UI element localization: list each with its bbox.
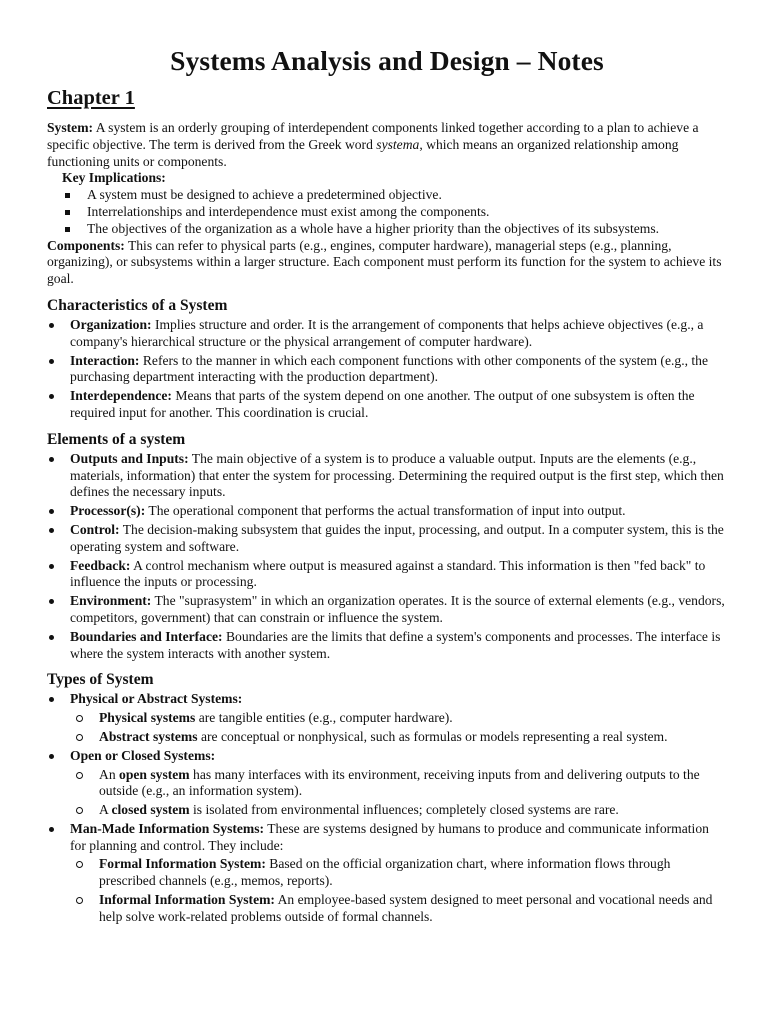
types-heading: Types of System [47,671,154,689]
list-item [70,558,727,592]
sub-list-item [99,802,727,819]
item-text: The operational component that performs the actual transformation of input into output. [145,503,626,519]
sub-item-text: An employee-based system designed to meet personal and vocational needs and help solve work-related problems outside of formal channels. [99,892,713,924]
list-item [70,388,727,422]
item-term: Control: [70,521,120,537]
list-item [70,522,727,556]
sub-item-term: open system [119,766,190,782]
item-term: Open or Closed Systems: [70,747,216,763]
components-term: Components: [47,237,125,253]
list-item [70,353,727,387]
item-text: Boundaries are the limits that define a system's components and processes. The interface is where the system interacts with another system. [70,628,721,661]
system-text-b: , which means an organized relationship among functioning units or components. [47,136,679,169]
item-term: Feedback: [70,557,131,573]
list-item [70,629,727,663]
types-list [47,691,727,925]
sub-item-term: Abstract systems [99,728,198,744]
list-item [70,593,727,627]
item-term: Man-Made Information Systems: [70,820,265,836]
sub-list-item [99,856,727,890]
item-text: The main objective of a system is to produce a valuable output. Inputs are the elements (e.g., materials, information) that enter the system for processing. Determining the required output is the first step, which then defines the necessary inputs. [70,450,724,500]
document-page [47,44,727,928]
system-text-a: A system is an orderly grouping of interdependent components linked together according to a plan to achieve a specific objective. The term is derived from the Greek word [47,120,699,152]
sub-list [70,767,727,819]
list-item [70,691,727,745]
characteristics-list [47,317,727,422]
sub-item-text: are tangible entities (e.g., computer hardware). [195,710,453,726]
item-text: The decision-making subsystem that guides the input, processing, and output. In a computer system, this is the operating system and software. [70,521,724,554]
list-item [70,317,727,351]
key-implications-title: Key Implications: [62,170,166,186]
sub-item-term: Informal Information System: [99,892,275,908]
item-text: The "suprasystem" in which an organization operates. It is the source of external elements (e.g., vendors, competitors, government) that can constrain or influence the system. [70,593,725,625]
sub-item-term: Formal Information System: [99,856,266,872]
elements-list [47,451,727,663]
list-item [70,503,727,520]
item-term: Environment: [70,593,152,609]
item-text: Implies structure and order. It is the arrangement of components that helps achieve objectives (e.g., a company's hierarchical structure or the physical arrangement of computer hardware). [70,316,704,349]
elements-heading: Elements of a system [47,430,186,448]
item-term: Processor(s): [70,503,146,519]
sub-list-item [99,892,727,926]
system-term: System: [47,120,94,135]
list-item: A system must be designed to achieve a predetermined objective. [87,187,727,204]
item-term: Outputs and Inputs: [70,450,189,466]
item-term: Interdependence: [70,388,172,404]
list-item: The objectives of the organization as a whole have a higher priority than the objectives of its subsystems. [87,221,727,238]
item-term: Boundaries and Interface: [70,628,223,644]
sub-item-prefix: A [99,802,112,818]
systema-word: systema [376,136,420,152]
sub-item-text: are conceptual or nonphysical, such as formulas or models representing a real system. [197,728,668,744]
item-text: Means that parts of the system depend on one another. The output of one subsystem is often the required input for another. This coordination is crucial. [70,388,695,420]
document-title: Systems Analysis and Design – Notes [170,45,604,76]
list-item [70,451,727,501]
key-implications-list [47,187,727,237]
list-item [70,748,727,819]
sub-list-item [99,710,727,727]
item-term: Organization: [70,316,152,332]
sub-item-text: is isolated from environmental influences; completely closed systems are rare. [189,802,619,818]
sub-list [70,710,727,746]
item-text: A control mechanism where output is measured against a standard. This information is then "fed back" to influence the inputs or processing. [70,557,706,590]
sub-list [70,856,727,925]
sub-item-text: has many interfaces with its environment, receiving inputs from and delivering outputs to the outside (e.g., an information system). [99,766,700,799]
sub-item-term: Physical systems [99,710,196,726]
components-definition [47,238,727,288]
sub-list-item [99,729,727,746]
item-term: Interaction: [70,352,140,368]
characteristics-heading: Characteristics of a System [47,296,228,314]
system-definition [47,120,727,170]
item-term: Physical or Abstract Systems: [70,691,243,707]
list-item: Interrelationships and interdependence must exist among the components. [87,204,727,221]
sub-item-term: closed system [111,802,190,818]
sub-item-prefix: An [99,766,120,782]
components-text: This can refer to physical parts (e.g., engines, computer hardware), managerial steps (e.g., planning, organizing), or subsystems within a larger structure. Each component must perform its function for the system to achieve its goal. [47,237,722,287]
list-item [70,821,727,926]
sub-item-text: Based on the official organization chart, where information flows through prescribed channels (e.g., memos, reports). [99,856,671,889]
sub-list-item [99,767,727,801]
item-text: Refers to the manner in which each component functions with other components of the system (e.g., the purchasing department interacting with the production department). [70,352,708,385]
item-text: These are systems designed by humans to produce and communicate information for planning and control. They include: [70,820,709,853]
chapter-heading: Chapter 1 [47,87,135,109]
